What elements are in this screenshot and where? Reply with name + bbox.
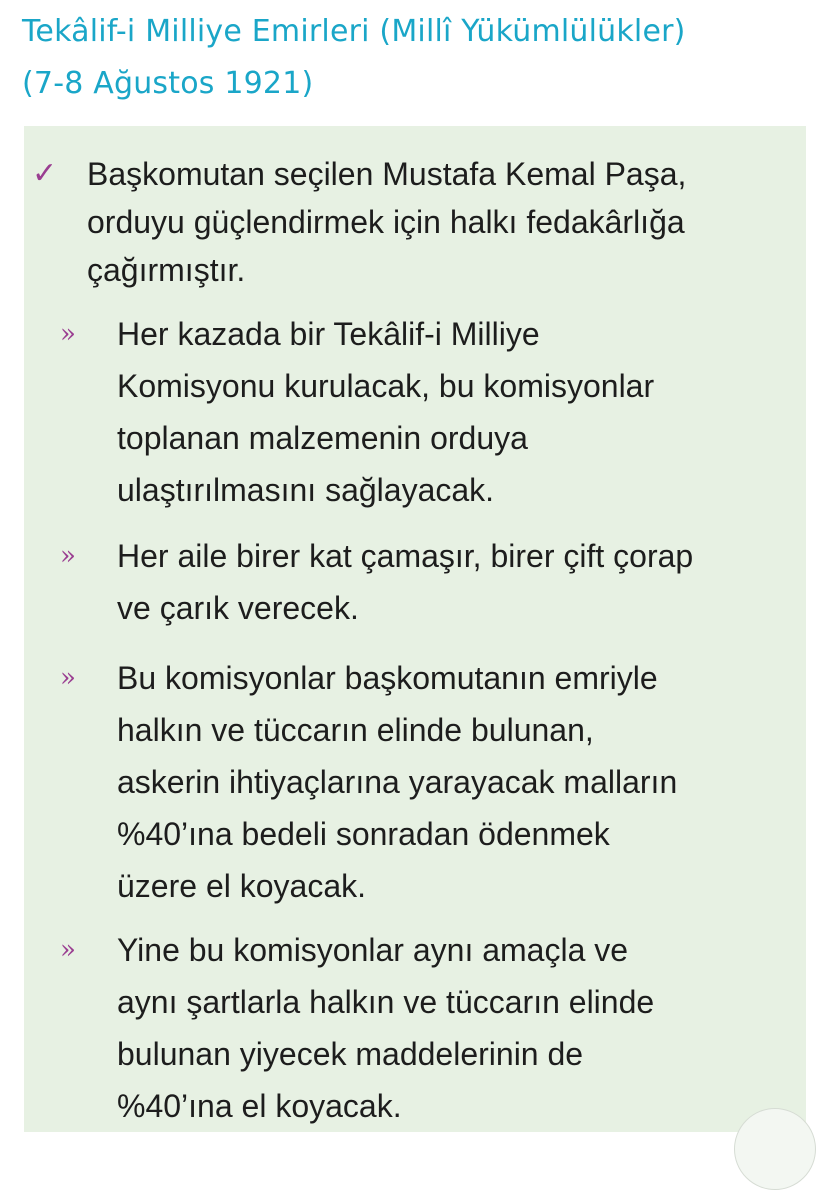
list-item-line: ve çarık verecek. [117,590,359,626]
page-title [22,6,812,110]
intro-text [87,150,817,294]
list-item-line: halkın ve tüccarın elinde bulunan, [117,712,594,748]
double-chevron-icon: » [60,319,76,349]
list-item-text [117,652,817,912]
title-line-2: (7-8 Ağustos 1921) [22,66,314,101]
double-chevron-icon: » [60,935,76,965]
list-item-text [117,308,817,516]
title-line-1: Tekâlif-i Milliye Emirleri (Millî Yükümlülükler) [22,14,686,49]
list-item-line: askerin ihtiyaçlarına yarayacak malların [117,764,678,800]
list-item-text [117,530,817,634]
intro-line: Başkomutan seçilen Mustafa Kemal Paşa, [87,156,687,192]
decorative-corner-shape [734,1108,816,1190]
checkmark-icon: ✓ [32,156,58,191]
double-chevron-icon: » [60,541,76,571]
list-item-line: bulunan yiyecek maddelerinin de [117,1036,584,1072]
list-item-line: aynı şartlarla halkın ve tüccarın elinde [117,984,655,1020]
intro-line: çağırmıştır. [87,252,246,288]
list-item-line: Yine bu komisyonlar aynı amaçla ve [117,932,629,968]
list-item-line: üzere el koyacak. [117,868,367,904]
list-item-line: Her aile birer kat çamaşır, birer çift çorap [117,538,694,574]
list-item-text [117,924,817,1132]
list-item-line: %40’ına el koyacak. [117,1088,402,1124]
intro-line: orduyu güçlendirmek için halkı fedakârlığa [87,204,685,240]
list-item-line: %40’ına bedeli sonradan ödenmek [117,816,610,852]
double-chevron-icon: » [60,663,76,693]
list-item-line: Komisyonu kurulacak, bu komisyonlar [117,368,655,404]
list-item-line: Her kazada bir Tekâlif-i Milliye [117,316,540,352]
list-item-line: ulaştırılmasını sağlayacak. [117,472,495,508]
list-item-line: toplanan malzemenin orduya [117,420,528,456]
list-item-line: Bu komisyonlar başkomutanın emriyle [117,660,658,696]
